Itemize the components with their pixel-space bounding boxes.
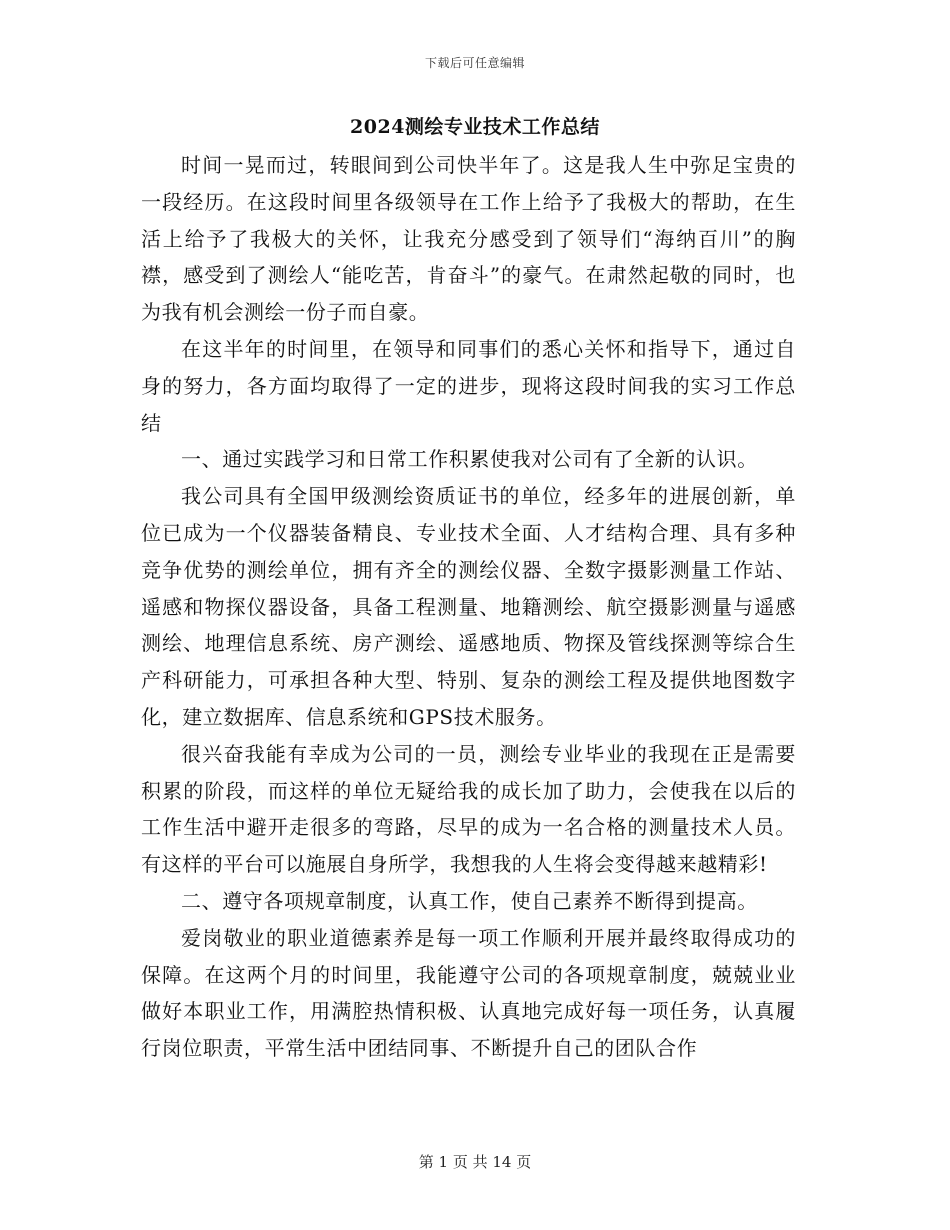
- paragraph-intro: 时间一晃而过，转眼间到公司快半年了。这是我人生中弥足宝贵的一段经历。在这段时间里各级领导在工作上给予了我极大的帮助，在生活上给予了我极大的关怀，让我充分感受到了领导们“海纳百川”的胸襟，感受到了测绘人“能吃苦，肯奋斗”的豪气。在肃然起敬的同时，也为我有机会测绘一份子而自豪。: [141, 153, 796, 325]
- paragraph-company: 我公司具有全国甲级测绘资质证书的单位，经多年的进展创新，单位已成为一个仪器装备精良、专业技术全面、人才结构合理、具有多种竞争优势的测绘单位，拥有齐全的测绘仪器、全数字摄影测量工作站、遥感和物探仪器设备，具备工程测量、地籍测绘、航空摄影测量与遥感测绘、地理信息系统、房产测绘、遥感地质、物探及管线探测等综合生产科研能力，可承担各种大型、特别、复杂的测绘工程及提供地图数字化，建立数据库、信息系统和GPS技术服务。: [141, 484, 796, 729]
- section-heading-1: 一、通过实践学习和日常工作积累使我对公司有了全新的认识。: [181, 447, 758, 472]
- paragraph-joining: 很兴奋我能有幸成为公司的一员，测绘专业毕业的我现在正是需要积累的阶段，而这样的单位无疑给我的成长加了助力，会使我在以后的工作生活中避开走很多的弯路，尽早的成为一名合格的测量技术人员。有这样的平台可以施展自身所学，我想我的人生将会变得越来越精彩!: [141, 741, 796, 877]
- section-heading-2: 二、遵守各项规章制度，认真工作，使自己素养不断得到提高。: [181, 888, 758, 913]
- paragraph-summary-intro: 在这半年的时间里，在领导和同事们的悉心关怀和指导下，通过自身的努力，各方面均取得了一定的进步，现将这段时间我的实习工作总结: [141, 336, 796, 435]
- paragraph-ethics: 爱岗敬业的职业道德素养是每一项工作顺利开展并最终取得成功的保障。在这两个月的时间里，我能遵守公司的各项规章制度，兢兢业业做好本职业工作，用满腔热情积极、认真地完成好每一项任务，认真履行岗位职责，平常生活中团结同事、不断提升自己的团队合作: [141, 925, 796, 1061]
- page-number-footer: 第 1 页 共 14 页: [418, 1153, 532, 1171]
- document-title: 2024测绘专业技术工作总结: [350, 116, 600, 138]
- document-body: [141, 147, 796, 1067]
- header-note: 下载后可任意编辑: [424, 56, 525, 70]
